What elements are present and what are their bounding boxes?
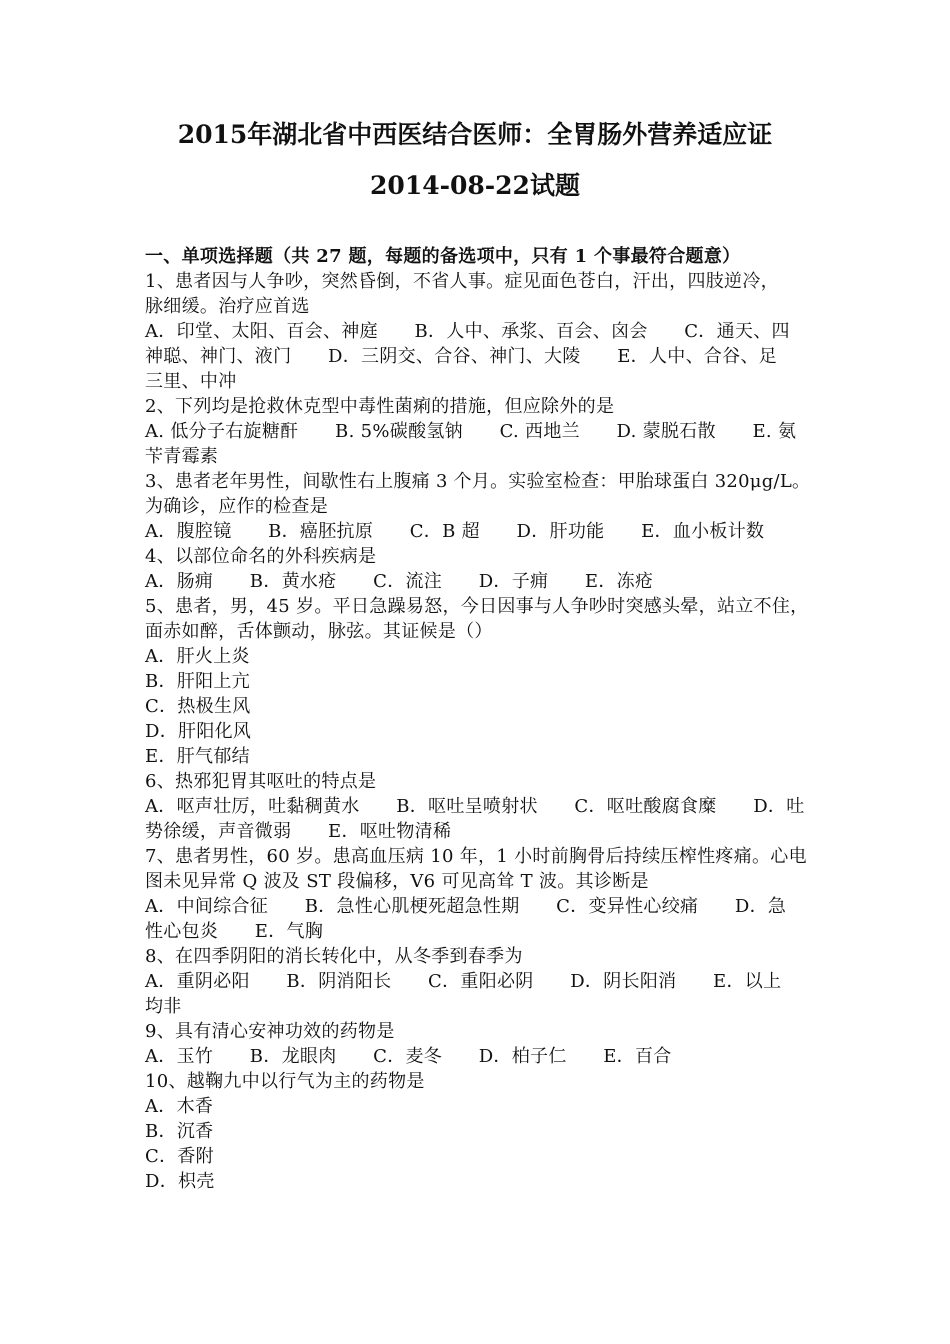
text-line: 9、具有清心安神功效的药物是: [145, 1021, 395, 1042]
section-heading: 一、单项选择题（共 27 题，每题的备选项中，只有 1 个事最符合题意）: [145, 246, 741, 267]
text-line: C．热极生风: [145, 696, 251, 717]
text-line: 苄青霉素: [145, 446, 219, 467]
document-body: [145, 244, 810, 1194]
text-line: 三里、中冲: [145, 371, 237, 392]
text-line: A．呕声壮厉，吐黏稠黄水 B．呕吐呈喷射状 C．呕吐酸腐食糜 D．吐: [145, 796, 805, 817]
text-line: 6、热邪犯胃其呕吐的特点是: [145, 771, 377, 792]
text-line: E．肝气郁结: [145, 746, 250, 767]
text-line: A．玉竹 B．龙眼肉 C．麦冬 D．柏子仁 E．百合: [145, 1046, 672, 1067]
text-line: 神聪、神门、液门 D．三阴交、合谷、神门、大陵 E．人中、合谷、足: [145, 346, 778, 367]
text-line: A．肠痈 B．黄水疮 C．流注 D．子痈 E．冻疮: [145, 571, 654, 592]
text-line: A. 低分子右旋糖酐 B. 5%碳酸氢钠 C. 西地兰 D. 蒙脱石散 E. 氨: [145, 421, 797, 442]
text-line: 8、在四季阴阳的消长转化中，从冬季到春季为: [145, 946, 523, 967]
text-line: 1、患者因与人争吵，突然昏倒，不省人事。症见面色苍白，汗出，四肢逆冷，: [145, 271, 779, 292]
text-line: 3、患者老年男性，间歇性右上腹痛 3 个月。实验室检查：甲胎球蛋白 320μg/L。: [145, 471, 811, 492]
text-line: A．木香: [145, 1096, 214, 1117]
text-line: 7、患者男性，60 岁。患高血压病 10 年，1 小时前胸骨后持续压榨性疼痛。心电: [145, 846, 807, 867]
text-line: 为确诊，应作的检查是: [145, 496, 328, 517]
text-line: A．肝火上炎: [145, 646, 250, 667]
question-lines: [145, 269, 810, 1194]
text-line: 性心包炎 E．气胸: [145, 921, 324, 942]
text-line: 图未见异常 Q 波及 ST 段偏移，V6 可见高耸 T 波。其诊断是: [145, 871, 649, 892]
text-line: 势徐缓，声音微弱 E．呕吐物清稀: [145, 821, 452, 842]
text-line: 均非: [145, 996, 182, 1017]
text-line: B．沉香: [145, 1121, 214, 1142]
text-line: 10、越鞠九中以行气为主的药物是: [145, 1071, 425, 1092]
text-line: A．中间综合征 B．急性心肌梗死超急性期 C．变异性心绞痛 D．急: [145, 896, 787, 917]
text-line: D．肝阳化风: [145, 721, 252, 742]
text-line: 面赤如醉，舌体颤动，脉弦。其证候是（）: [145, 621, 493, 642]
text-line: A．印堂、太阳、百会、神庭 B．人中、承浆、百会、囟会 C．通天、四: [145, 321, 790, 342]
text-line: A．腹腔镜 B．癌胚抗原 C．B 超 D．肝功能 E．血小板计数: [145, 521, 765, 542]
text-line: 5、患者，男，45 岁。平日急躁易怒，今日因事与人争吵时突感头晕，站立不住，: [145, 596, 809, 617]
text-line: B．肝阳上亢: [145, 671, 251, 692]
document-title-line-1: 2015年湖北省中西医结合医师：全胃肠外营养适应证: [177, 120, 773, 149]
text-line: D．枳壳: [145, 1171, 215, 1192]
text-line: 4、以部位命名的外科疾病是: [145, 546, 377, 567]
document-title-line-2: 2014-08-22试题: [370, 171, 580, 200]
text-line: 2、下列均是抢救休克型中毒性菌痢的措施，但应除外的是: [145, 396, 615, 417]
text-line: 脉细缓。治疗应首选: [145, 296, 310, 317]
text-line: A．重阴必阳 B．阴消阳长 C．重阳必阴 D．阴长阳消 E．以上: [145, 971, 782, 992]
text-line: C．香附: [145, 1146, 214, 1167]
